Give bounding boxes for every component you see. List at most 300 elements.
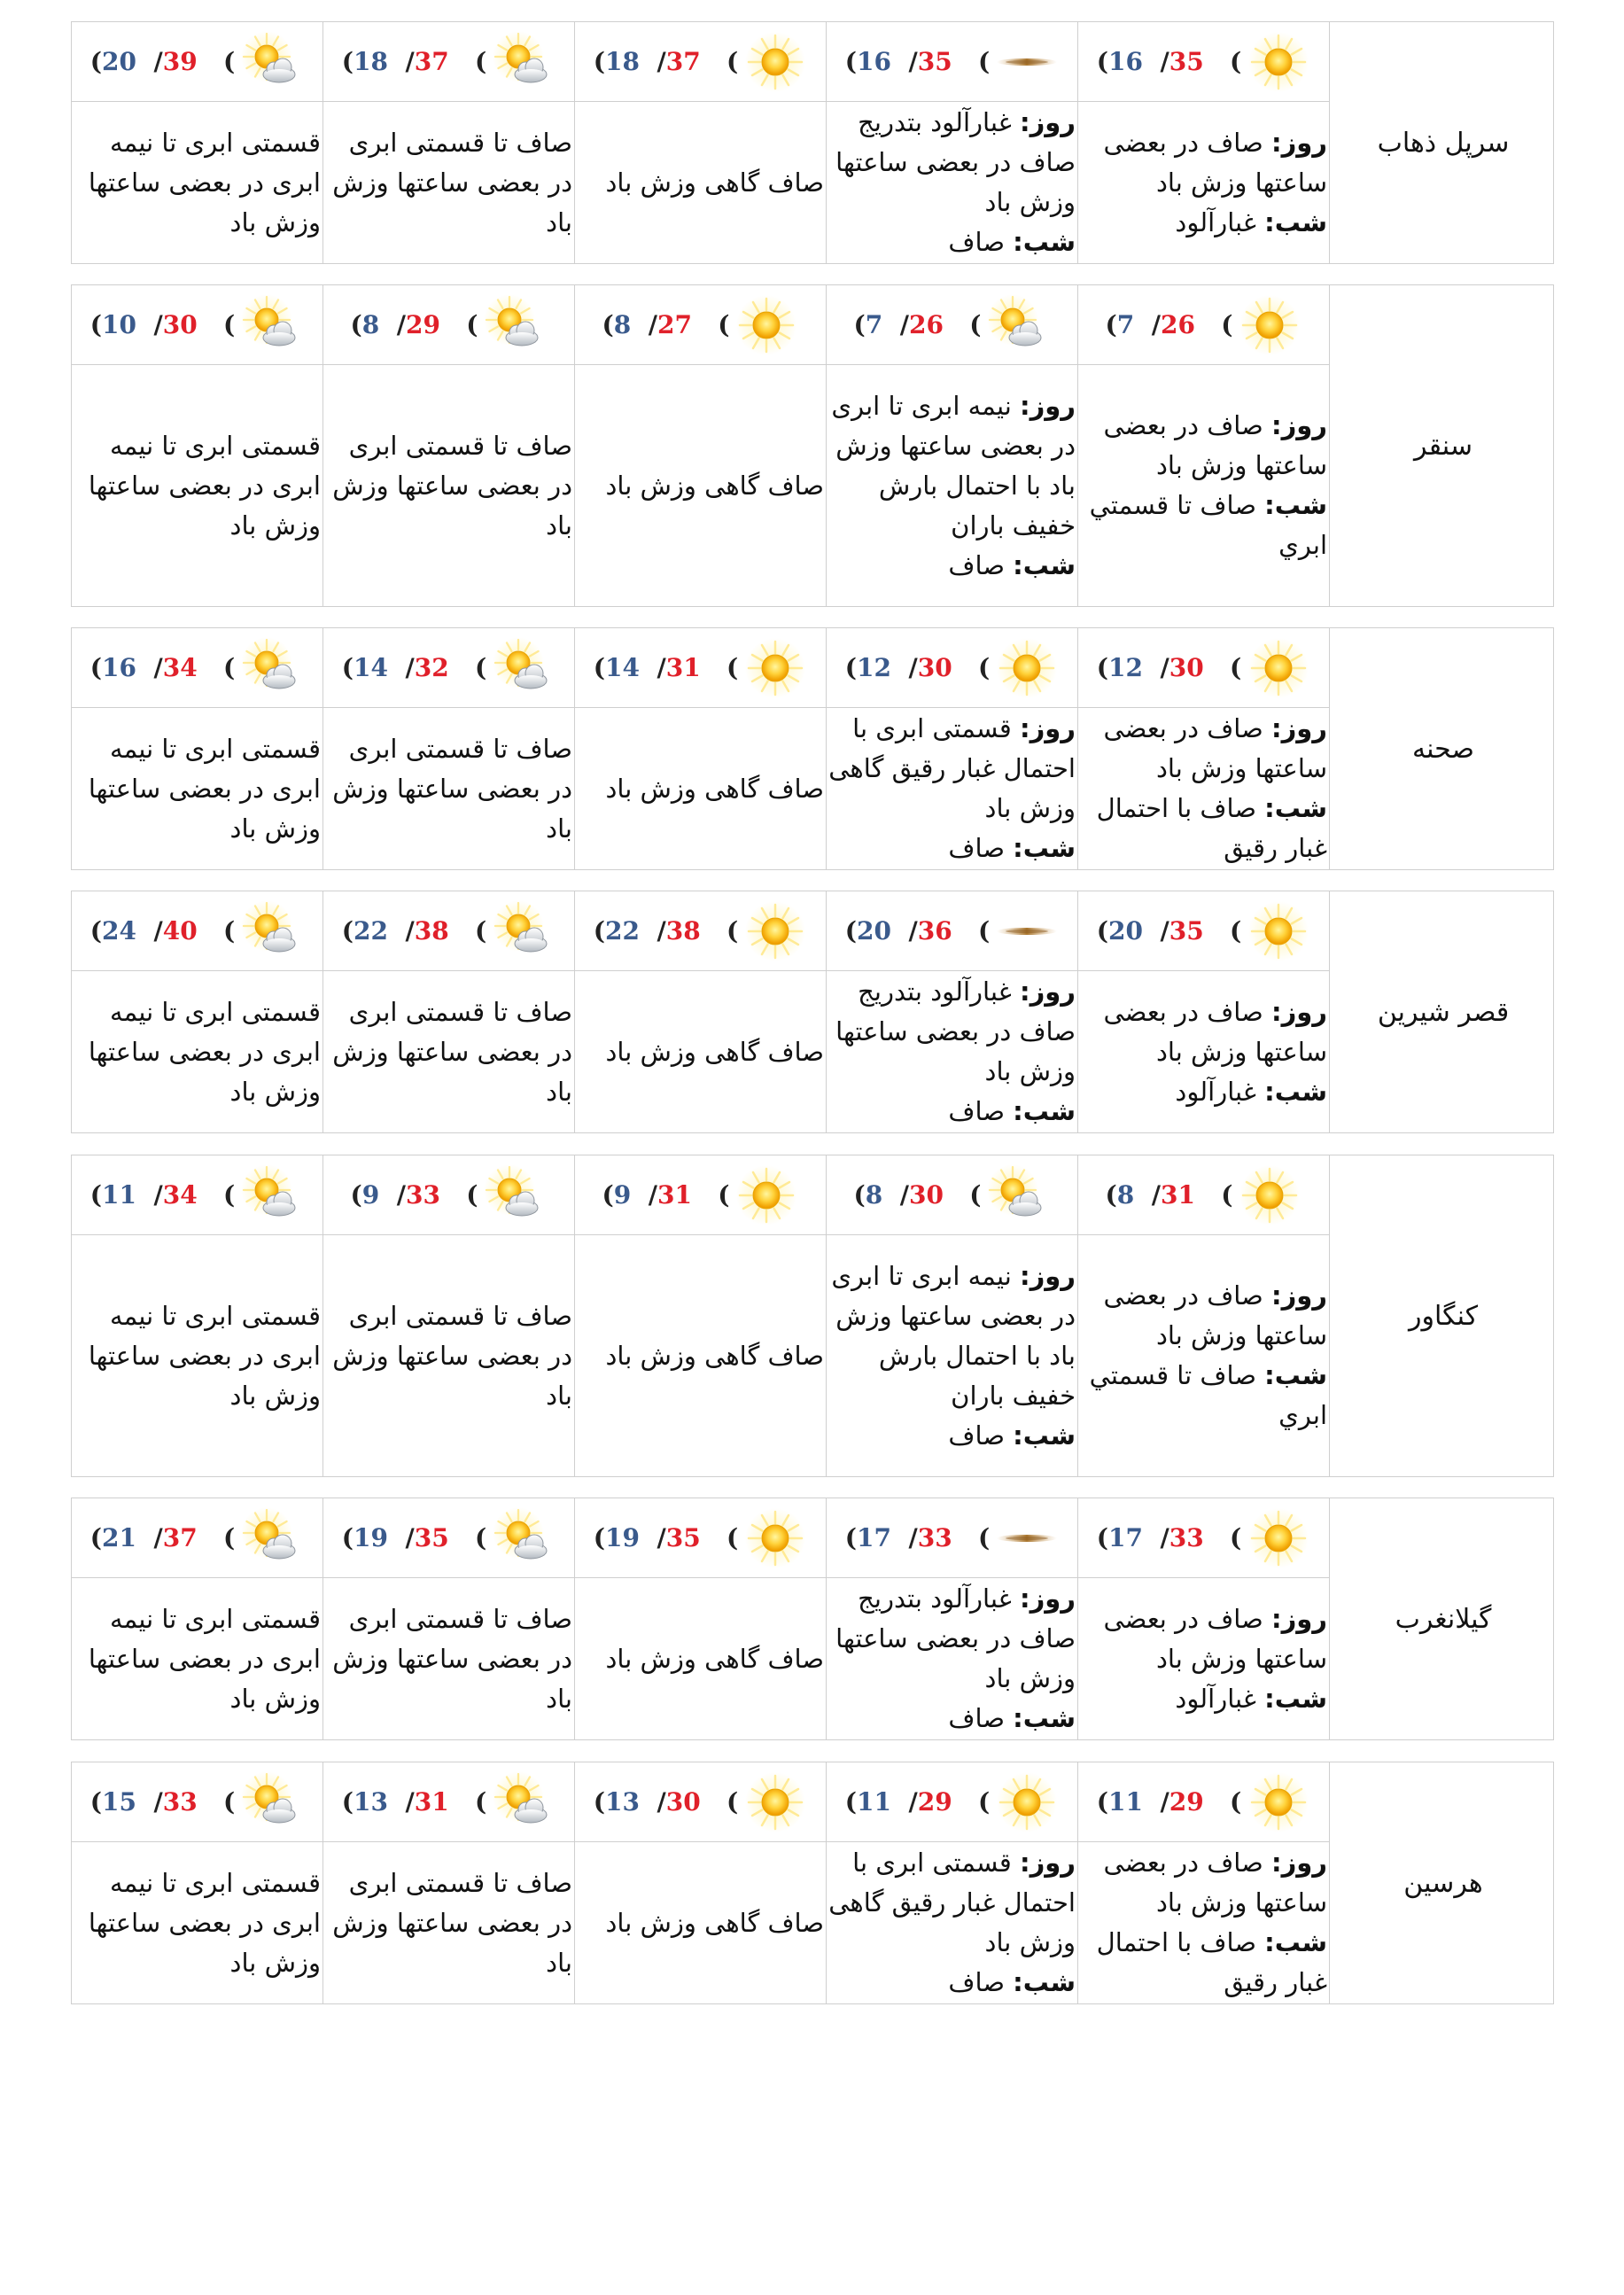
temperature-header (72, 285, 322, 365)
night-description: غبارآلود (1175, 206, 1256, 237)
day-description: نیمه ابری تا ابری در بعضی ساعتها وزش باد با احتمال بارش خفیف باران (831, 1260, 1076, 1411)
description-text: صاف تا قسمتی ابری در بعضی ساعتها وزش باد (332, 996, 572, 1107)
sunny-icon (743, 30, 807, 94)
partly-cloudy-icon (483, 1163, 547, 1227)
weather-description (323, 1235, 574, 1476)
temperature-range: (14 /32 ( (341, 653, 487, 682)
description-text: صاف تا قسمتی ابری در بعضی ساعتها وزش باد (332, 733, 572, 844)
sunny-icon (995, 636, 1059, 700)
temperature-header (1078, 285, 1329, 365)
min-temperature: 12 (1108, 653, 1143, 682)
temperature-header (323, 891, 574, 971)
partly-cloudy-icon (240, 1506, 304, 1570)
min-temperature: 7 (1116, 310, 1135, 339)
weather-description (323, 1842, 574, 2003)
night-label: شب: (1013, 833, 1076, 863)
max-temperature: 29 (917, 1787, 952, 1817)
night-description: صاف تا قسمتي ابري (1089, 490, 1327, 560)
max-temperature: 29 (406, 310, 440, 339)
day-columns (72, 1498, 1333, 1739)
day-columns (72, 628, 1333, 869)
day-label: روز: (1270, 1848, 1327, 1878)
max-temperature: 39 (162, 47, 198, 76)
day-label: روز: (1019, 976, 1076, 1007)
day-forecast-cell (575, 1155, 827, 1476)
weather-description (72, 1578, 322, 1739)
temperature-range: (21 /37 ( (89, 1523, 236, 1552)
description-text: صاف گاهی وزش باد (605, 1340, 824, 1371)
night-label: شب: (1264, 1360, 1327, 1390)
night-description: صاف با احتمال غبار رقیق (1096, 793, 1327, 863)
sunny-icon (995, 1770, 1059, 1834)
description-text: صاف تا قسمتی ابری در بعضی ساعتها وزش باد (332, 127, 572, 237)
night-description: غبارآلود (1175, 1683, 1256, 1714)
weather-description (323, 365, 574, 606)
night-label: شب: (1013, 549, 1076, 580)
night-label: شب: (1013, 1420, 1076, 1451)
temperature-range: (22 /38 ( (341, 916, 487, 945)
night-description: صاف (948, 1096, 1005, 1126)
night-description: صاف با احتمال غبار رقیق (1096, 1927, 1327, 1997)
temperature-header (72, 1155, 322, 1235)
day-description: نیمه ابری تا ابری در بعضی ساعتها وزش باد با احتمال بارش خفیف باران (831, 390, 1076, 541)
night-description: صاف (948, 1703, 1005, 1733)
temperature-header (72, 22, 322, 102)
weather-description (72, 1842, 322, 2003)
day-label: روز: (1270, 410, 1327, 440)
temperature-range: (19 /35 ( (593, 1523, 739, 1552)
night-description: صاف (948, 1420, 1005, 1451)
partly-cloudy-icon (240, 636, 304, 700)
city-forecast-row (71, 891, 1554, 1133)
min-temperature: 20 (857, 916, 891, 945)
partly-cloudy-icon (986, 1163, 1050, 1227)
day-columns (72, 891, 1333, 1132)
weather-description (323, 971, 574, 1132)
weather-description (827, 708, 1077, 869)
temperature-header (1078, 22, 1329, 102)
description-text: صاف تا قسمتی ابری در بعضی ساعتها وزش باد (332, 430, 572, 541)
day-forecast-cell (575, 1762, 827, 2003)
max-temperature: 35 (917, 47, 952, 76)
max-temperature: 37 (665, 47, 701, 76)
day-forecast-cell (323, 628, 575, 869)
max-temperature: 31 (657, 1180, 692, 1210)
day-columns (72, 1762, 1333, 2003)
temperature-range: (8 /30 ( (853, 1180, 982, 1210)
day-forecast-cell (827, 891, 1078, 1132)
temperature-header (72, 628, 322, 708)
temperature-range: (8 /31 ( (1105, 1180, 1233, 1210)
min-temperature: 10 (102, 310, 136, 339)
min-temperature: 17 (1108, 1523, 1143, 1552)
day-forecast-cell (72, 891, 323, 1132)
weather-description (1078, 1578, 1329, 1739)
day-label: روز: (1019, 1583, 1076, 1614)
min-temperature: 18 (354, 47, 388, 76)
night-label: شب: (1013, 1096, 1076, 1126)
city-name: سرپل ذهاب (1377, 127, 1510, 159)
temperature-header (827, 285, 1077, 365)
weather-description (575, 971, 826, 1132)
day-description: قسمتی ابری با احتمال غبار رقیق گاهی وزش باد (828, 1848, 1076, 1957)
weather-description (323, 708, 574, 869)
city-forecast-row (71, 1762, 1554, 2004)
night-description: غبارآلود (1175, 1076, 1256, 1107)
day-label: روز: (1019, 1848, 1076, 1878)
max-temperature: 37 (414, 47, 449, 76)
temperature-range: (20 /36 ( (844, 916, 991, 945)
day-forecast-cell (72, 22, 323, 263)
max-temperature: 36 (917, 916, 952, 945)
temperature-header (323, 1498, 574, 1578)
temperature-header (827, 891, 1077, 971)
night-description: صاف (948, 227, 1005, 257)
description-text: قسمتی ابری تا نیمه ابری در بعضی ساعتها وزش باد (88, 127, 321, 237)
temperature-header (827, 1155, 1077, 1235)
temperature-range: (16 /34 ( (89, 653, 236, 682)
day-forecast-cell (1078, 1155, 1330, 1476)
weather-description (72, 365, 322, 606)
temperature-range: (17 /33 ( (1096, 1523, 1242, 1552)
description-text: قسمتی ابری تا نیمه ابری در بعضی ساعتها وزش باد (88, 1603, 321, 1714)
max-temperature: 31 (1161, 1180, 1195, 1210)
max-temperature: 32 (414, 653, 449, 682)
max-temperature: 33 (1169, 1523, 1204, 1552)
day-forecast-cell (323, 285, 575, 606)
sunny-icon (734, 293, 798, 357)
temperature-header (575, 891, 826, 971)
temperature-header (827, 628, 1077, 708)
temperature-range: (10 /30 ( (89, 310, 236, 339)
temperature-range: (7 /26 ( (1105, 310, 1233, 339)
day-forecast-cell (323, 891, 575, 1132)
weather-description (1078, 1842, 1329, 2003)
city-forecast-row (71, 1155, 1554, 1477)
day-forecast-cell (323, 22, 575, 263)
city-name: هرسین (1403, 1867, 1483, 1899)
weather-description (575, 1578, 826, 1739)
min-temperature: 9 (361, 1180, 380, 1210)
temperature-range: (14 /31 ( (593, 653, 739, 682)
temperature-range: (22 /38 ( (593, 916, 739, 945)
max-temperature: 26 (1161, 310, 1195, 339)
max-temperature: 29 (1169, 1787, 1204, 1817)
description-text: صاف گاهی وزش باد (605, 1036, 824, 1067)
temperature-header (827, 1762, 1077, 1842)
weather-description (1078, 365, 1329, 606)
weather-description (72, 1235, 322, 1476)
city-forecast-row (71, 284, 1554, 607)
min-temperature: 16 (1108, 47, 1143, 76)
max-temperature: 30 (162, 310, 198, 339)
description-text: صاف گاهی وزش باد (605, 773, 824, 804)
max-temperature: 31 (414, 1787, 449, 1817)
temperature-header (575, 1762, 826, 1842)
day-forecast-cell (323, 1155, 575, 1476)
day-description: صاف در بعضی ساعتها وزش باد (1103, 996, 1327, 1067)
sunny-icon (1238, 293, 1302, 357)
min-temperature: 19 (354, 1523, 388, 1552)
temperature-header (72, 1762, 322, 1842)
temperature-range: (13 /30 ( (593, 1787, 739, 1817)
day-forecast-cell (827, 285, 1078, 606)
day-description: صاف در بعضی ساعتها وزش باد (1103, 127, 1327, 198)
min-temperature: 8 (865, 1180, 883, 1210)
night-label: شب: (1264, 1076, 1327, 1107)
day-forecast-cell (575, 628, 827, 869)
temperature-range: (20 /39 ( (89, 47, 236, 76)
min-temperature: 19 (605, 1523, 640, 1552)
day-forecast-cell (575, 22, 827, 263)
sunny-icon (1247, 899, 1310, 963)
description-text: قسمتی ابری تا نیمه ابری در بعضی ساعتها وزش باد (88, 1300, 321, 1411)
max-temperature: 34 (162, 653, 198, 682)
day-label: روز: (1019, 107, 1076, 137)
dust-icon (995, 30, 1059, 94)
temperature-range: (9 /33 ( (350, 1180, 478, 1210)
weather-description (72, 102, 322, 263)
day-description: صاف در بعضی ساعتها وزش باد (1103, 410, 1327, 480)
sunny-icon (1247, 636, 1310, 700)
temperature-range: (8 /27 ( (602, 310, 730, 339)
sunny-icon (743, 1506, 807, 1570)
temperature-header (575, 22, 826, 102)
temperature-range: (8 /29 ( (350, 310, 478, 339)
day-label: روز: (1270, 1603, 1327, 1634)
min-temperature: 9 (613, 1180, 632, 1210)
day-forecast-cell (1078, 1762, 1330, 2003)
day-label: روز: (1019, 1260, 1076, 1291)
temperature-header (1078, 1762, 1329, 1842)
max-temperature: 30 (909, 1180, 944, 1210)
partly-cloudy-icon (986, 293, 1050, 357)
city-name: کنگاور (1408, 1300, 1479, 1332)
max-temperature: 33 (917, 1523, 952, 1552)
partly-cloudy-icon (492, 636, 556, 700)
day-forecast-cell (827, 1762, 1078, 2003)
city-name: گیلانغرب (1395, 1603, 1492, 1635)
day-description: صاف در بعضی ساعتها وزش باد (1103, 1280, 1327, 1350)
day-description: صاف در بعضی ساعتها وزش باد (1103, 1603, 1327, 1674)
description-text: قسمتی ابری تا نیمه ابری در بعضی ساعتها وزش باد (88, 1867, 321, 1978)
night-description: صاف تا قسمتي ابري (1089, 1360, 1327, 1430)
max-temperature: 33 (162, 1787, 198, 1817)
day-columns (72, 285, 1333, 606)
day-forecast-cell (827, 1498, 1078, 1739)
temperature-header (575, 1498, 826, 1578)
day-columns (72, 22, 1333, 263)
day-columns (72, 1155, 1333, 1476)
partly-cloudy-icon (240, 899, 304, 963)
day-description: غبارآلود بتدریج صاف در بعضی ساعتها وزش باد (835, 1583, 1076, 1693)
min-temperature: 16 (857, 47, 891, 76)
night-label: شب: (1013, 227, 1076, 257)
partly-cloudy-icon (492, 30, 556, 94)
weather-description (575, 708, 826, 869)
weather-description (827, 1842, 1077, 2003)
temperature-header (323, 22, 574, 102)
max-temperature: 38 (665, 916, 701, 945)
sunny-icon (734, 1163, 798, 1227)
day-forecast-cell (1078, 22, 1330, 263)
min-temperature: 14 (605, 653, 640, 682)
day-description: غبارآلود بتدریج صاف در بعضی ساعتها وزش باد (835, 107, 1076, 217)
temperature-range: (20 /35 ( (1096, 916, 1242, 945)
day-label: روز: (1270, 996, 1327, 1027)
description-text: صاف تا قسمتی ابری در بعضی ساعتها وزش باد (332, 1867, 572, 1978)
max-temperature: 35 (414, 1523, 449, 1552)
min-temperature: 8 (613, 310, 632, 339)
day-forecast-cell (827, 628, 1078, 869)
temperature-range: (24 /40 ( (89, 916, 236, 945)
day-forecast-cell (1078, 891, 1330, 1132)
max-temperature: 30 (917, 653, 952, 682)
min-temperature: 21 (102, 1523, 136, 1552)
night-label: شب: (1264, 1683, 1327, 1714)
city-forecast-row (71, 21, 1554, 264)
weather-description (72, 971, 322, 1132)
weather-description (827, 102, 1077, 263)
day-label: روز: (1270, 127, 1327, 158)
min-temperature: 11 (857, 1787, 891, 1817)
day-forecast-cell (323, 1762, 575, 2003)
temperature-header (575, 628, 826, 708)
weather-description (575, 1235, 826, 1476)
temperature-range: (19 /35 ( (341, 1523, 487, 1552)
day-forecast-cell (1078, 1498, 1330, 1739)
night-description: صاف (948, 549, 1005, 580)
weather-description (1078, 971, 1329, 1132)
partly-cloudy-icon (492, 1770, 556, 1834)
temperature-header (827, 22, 1077, 102)
day-forecast-cell (575, 1498, 827, 1739)
weather-description (827, 365, 1077, 606)
dust-icon (995, 1506, 1059, 1570)
min-temperature: 22 (354, 916, 388, 945)
temperature-range: (11 /29 ( (1096, 1787, 1242, 1817)
weather-description (323, 1578, 574, 1739)
description-text: قسمتی ابری تا نیمه ابری در بعضی ساعتها وزش باد (88, 430, 321, 541)
city-forecast-row (71, 1498, 1554, 1740)
temperature-range: (18 /37 ( (593, 47, 739, 76)
max-temperature: 30 (1169, 653, 1204, 682)
temperature-range: (18 /37 ( (341, 47, 487, 76)
sunny-icon (1247, 1506, 1310, 1570)
weather-description (72, 708, 322, 869)
temperature-header (323, 1155, 574, 1235)
weather-description (1078, 102, 1329, 263)
min-temperature: 14 (354, 653, 388, 682)
temperature-range: (11 /34 ( (89, 1180, 236, 1210)
temperature-range: (16 /35 ( (844, 47, 991, 76)
day-forecast-cell (72, 1155, 323, 1476)
day-forecast-cell (72, 1498, 323, 1739)
partly-cloudy-icon (492, 899, 556, 963)
temperature-header (1078, 1155, 1329, 1235)
min-temperature: 13 (354, 1787, 388, 1817)
day-forecast-cell (827, 22, 1078, 263)
weather-description (575, 365, 826, 606)
max-temperature: 35 (1169, 916, 1204, 945)
min-temperature: 13 (605, 1787, 640, 1817)
weather-description (1078, 1235, 1329, 1476)
min-temperature: 8 (361, 310, 380, 339)
temperature-header (575, 1155, 826, 1235)
description-text: صاف تا قسمتی ابری در بعضی ساعتها وزش باد (332, 1300, 572, 1411)
description-text: صاف گاهی وزش باد (605, 470, 824, 501)
temperature-range: (7 /26 ( (853, 310, 982, 339)
city-name: صحنه (1412, 733, 1474, 765)
day-forecast-cell (575, 891, 827, 1132)
temperature-range: (11 /29 ( (844, 1787, 991, 1817)
day-description: غبارآلود بتدریج صاف در بعضی ساعتها وزش باد (835, 976, 1076, 1086)
partly-cloudy-icon (240, 1163, 304, 1227)
day-label: روز: (1019, 713, 1076, 743)
max-temperature: 37 (162, 1523, 198, 1552)
temperature-header (323, 285, 574, 365)
max-temperature: 35 (665, 1523, 701, 1552)
temperature-header (72, 1498, 322, 1578)
weather-description (323, 102, 574, 263)
min-temperature: 11 (102, 1180, 136, 1210)
weather-description (1078, 708, 1329, 869)
sunny-icon (743, 899, 807, 963)
partly-cloudy-icon (240, 1770, 304, 1834)
night-label: شب: (1264, 206, 1327, 237)
weather-description (827, 971, 1077, 1132)
day-forecast-cell (1078, 285, 1330, 606)
weather-description (575, 102, 826, 263)
min-temperature: 16 (102, 653, 136, 682)
day-description: صاف در بعضی ساعتها وزش باد (1103, 713, 1327, 783)
temperature-range: (13 /31 ( (341, 1787, 487, 1817)
day-description: صاف در بعضی ساعتها وزش باد (1103, 1848, 1327, 1918)
day-description: قسمتی ابری با احتمال غبار رقیق گاهی وزش باد (828, 713, 1076, 823)
temperature-header (575, 285, 826, 365)
max-temperature: 40 (162, 916, 198, 945)
temperature-header (323, 628, 574, 708)
max-temperature: 35 (1169, 47, 1204, 76)
night-label: شب: (1013, 1703, 1076, 1733)
day-label: روز: (1019, 390, 1076, 421)
sunny-icon (743, 636, 807, 700)
partly-cloudy-icon (240, 293, 304, 357)
min-temperature: 20 (1108, 916, 1143, 945)
day-forecast-cell (72, 1762, 323, 2003)
sunny-icon (1247, 1770, 1310, 1834)
night-description: صاف (948, 1967, 1005, 1997)
min-temperature: 17 (857, 1523, 891, 1552)
day-forecast-cell (72, 285, 323, 606)
partly-cloudy-icon (483, 293, 547, 357)
dust-icon (995, 899, 1059, 963)
temperature-range: (15 /33 ( (89, 1787, 236, 1817)
sunny-icon (1238, 1163, 1302, 1227)
weather-description (827, 1235, 1077, 1476)
city-name: قصر شیرین (1377, 996, 1510, 1028)
temperature-header (72, 891, 322, 971)
temperature-header (1078, 1498, 1329, 1578)
city-name: سنقر (1414, 430, 1472, 462)
description-text: صاف گاهی وزش باد (605, 1643, 824, 1674)
description-text: صاف گاهی وزش باد (605, 1907, 824, 1938)
max-temperature: 26 (909, 310, 944, 339)
description-text: صاف تا قسمتی ابری در بعضی ساعتها وزش باد (332, 1603, 572, 1714)
description-text: صاف گاهی وزش باد (605, 167, 824, 198)
temperature-range: (12 /30 ( (1096, 653, 1242, 682)
temperature-range: (16 /35 ( (1096, 47, 1242, 76)
